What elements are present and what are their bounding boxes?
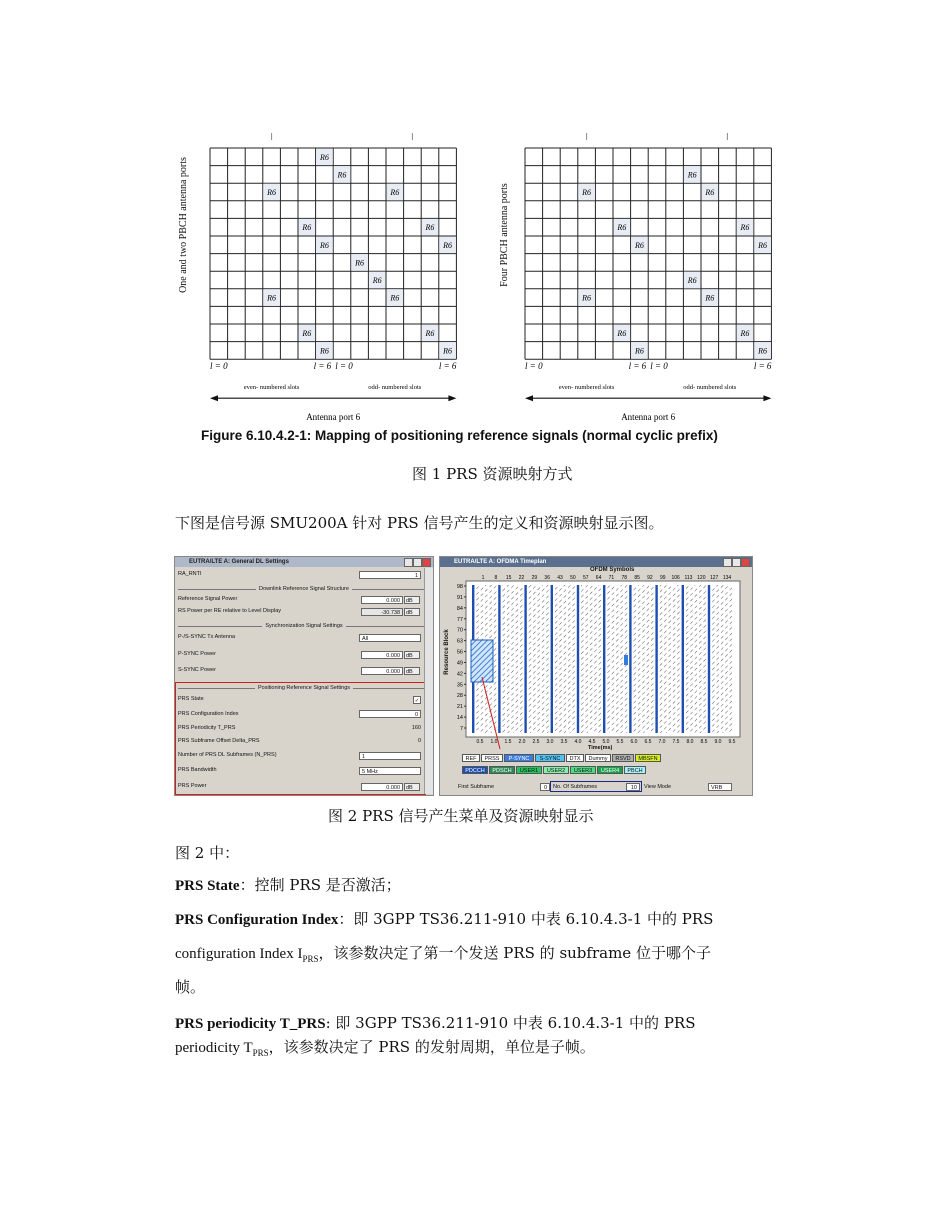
prs-power-label: PRS Power <box>178 783 207 789</box>
x-bottom-tick-label: 5.0 <box>602 739 610 745</box>
fig2-intro: 图 2 中： <box>175 844 240 862</box>
even-slots-label: even- numbered slots <box>558 384 615 392</box>
settings-window <box>174 556 434 796</box>
x-bottom-tick-label: 3.0 <box>546 739 554 745</box>
prs-config-paragraph-3: 帧。 <box>175 978 206 996</box>
x-top-tick-label: 50 <box>570 575 576 581</box>
legend-p-sync: P-SYNC <box>504 754 534 762</box>
symbol-column <box>673 585 675 733</box>
symbol-column <box>695 585 697 733</box>
symbol-column <box>699 585 701 733</box>
legend-pbch: PBCH <box>624 766 646 774</box>
x-top-tick-label: 29 <box>531 575 538 581</box>
settings-titlebar <box>175 557 433 567</box>
rs-power-value: -30.738 <box>361 608 403 616</box>
x-bottom-tick-label: 0.5 <box>476 739 484 745</box>
x-bottom-tick-label: 6.0 <box>630 739 638 745</box>
prs-offset-value: 0 <box>417 738 421 744</box>
re-label: R6 <box>267 188 277 197</box>
rs-power-unit[interactable]: dB <box>404 608 420 616</box>
prs-state-paragraph <box>175 874 401 897</box>
symbol-column <box>677 585 679 733</box>
y-tick-label: 21 <box>456 704 463 711</box>
symbol-column <box>638 585 640 733</box>
prs-config-paragraph-2 <box>175 942 711 970</box>
symbol-column <box>559 585 561 733</box>
timeplan-window <box>439 556 753 796</box>
l0-label: l = 0 <box>525 361 543 372</box>
x-top-tick-label: 36 <box>544 575 550 581</box>
re-label: R6 <box>582 188 592 197</box>
resource-block-title: Resource Block <box>444 629 450 675</box>
prs-offset-label: PRS Subframe Offset Delta_PRS <box>178 738 260 744</box>
symbol-column <box>730 585 732 733</box>
prs-config-desc1: ：即 3GPP TS36.211-910 中表 6.10.4.3-1 中的 PRS <box>338 910 714 928</box>
x-bottom-tick-label: 1.5 <box>504 739 512 745</box>
arrow-head <box>448 395 456 401</box>
x-bottom-tick-label: 2.0 <box>518 739 526 745</box>
re-label: R6 <box>372 276 382 285</box>
prs-num-select[interactable]: 1 <box>359 752 421 760</box>
prs-power-unit[interactable]: dB <box>404 783 420 791</box>
symbol-column <box>577 585 579 733</box>
symbol-column <box>564 585 566 733</box>
re-label: R6 <box>582 293 592 303</box>
view-mode-label: View Mode <box>644 784 672 790</box>
symbol-column <box>555 585 557 733</box>
x-top-tick-label: 85 <box>634 575 640 581</box>
re-label: R6 <box>687 170 697 180</box>
legend-user3: USER3 <box>570 766 596 774</box>
y-tick-label: 56 <box>456 649 463 656</box>
symbol-column <box>620 585 622 733</box>
prs-period-label: PRS Periodicity T_PRS <box>178 725 236 731</box>
y-tick-label: 70 <box>456 627 463 634</box>
symbol-column <box>708 585 710 733</box>
legend-pdsch: PDSCH <box>489 766 515 774</box>
maximize-button[interactable] <box>413 558 422 567</box>
left-grid <box>200 128 470 428</box>
prs-period-value: 160 <box>411 725 421 731</box>
l0-label: l = 0 <box>335 361 353 372</box>
close-button[interactable] <box>422 558 431 567</box>
psync-antenna-select[interactable]: All <box>359 634 421 642</box>
symbol-column <box>607 585 609 733</box>
re-label: R6 <box>443 346 453 356</box>
view-mode-select[interactable]: VRB <box>708 783 732 791</box>
re-label: R6 <box>390 293 400 303</box>
symbol-column <box>664 585 666 733</box>
symbol-column <box>551 585 553 733</box>
prs-config-label: PRS Configuration Index <box>178 711 239 717</box>
prs-power-input[interactable]: 0.000 <box>361 783 403 791</box>
ra-rnti-label: RA_RNTI <box>178 571 202 577</box>
x-top-tick-label: 64 <box>595 575 602 581</box>
y-tick-label: 98 <box>456 584 463 590</box>
re-label: R6 <box>705 188 715 197</box>
x-top-tick-label: 127 <box>709 575 719 581</box>
figure-1-caption-cn: 图 1 PRS 资源映射方式 <box>412 465 573 483</box>
antenna-port-label: Antenna port 6 <box>621 412 676 423</box>
section-sync: Synchronization Signal Settings <box>178 622 430 630</box>
figure-1-caption-en: Figure 6.10.4.2-1: Mapping of positioning reference signals (normal cyclic prefix) <box>201 428 718 443</box>
symbol-column <box>533 585 535 733</box>
x-top-tick-label: 8 <box>494 575 498 581</box>
symbol-column <box>498 585 500 733</box>
x-top-tick-label: 120 <box>697 575 706 581</box>
x-top-tick-label: 78 <box>621 575 628 581</box>
re-label: R6 <box>267 293 277 303</box>
first-subframe-label: First Subframe <box>458 784 495 790</box>
y-tick-label: 7 <box>459 726 463 732</box>
ssync-power-input[interactable]: 0.000 <box>361 667 403 675</box>
symbol-column <box>594 585 596 733</box>
arrow-head <box>525 395 533 401</box>
symbol-column <box>647 585 649 733</box>
timeplan-title: EUTRA/LTE A: OFDMA Timeplan <box>454 559 547 565</box>
ofdm-symbols-title: OFDM Symbols <box>590 567 635 573</box>
x-bottom-tick-label: 7.0 <box>658 739 666 745</box>
psync-power-label: P-SYNC Power <box>178 651 216 657</box>
legend-dtx: DTX <box>566 754 584 762</box>
x-bottom-tick-label: 8.0 <box>686 739 694 745</box>
symbol-column <box>603 585 605 733</box>
x-top-tick-label: 71 <box>608 575 615 581</box>
x-bottom-tick-label: 9.5 <box>728 739 736 745</box>
symbol-column <box>542 585 544 733</box>
symbol-column <box>507 585 509 733</box>
prs-config-sub: PRS <box>302 954 319 964</box>
l6-label: l = 6 <box>628 361 647 372</box>
re-label: R6 <box>425 223 435 233</box>
x-bottom-tick-label: 9.0 <box>714 739 722 745</box>
y-tick-label: 14 <box>456 715 463 722</box>
prs-period-desc3: ，该参数决定了 PRS 的发射周期，单位是子帧。 <box>268 1038 595 1056</box>
symbol-column <box>516 585 518 733</box>
y-tick-label: 28 <box>456 693 463 700</box>
re-label: R6 <box>617 223 627 233</box>
psync-power-input[interactable]: 0.000 <box>361 651 403 659</box>
re-label: R6 <box>319 152 329 162</box>
prs-state-desc: ：控制 PRS 是否激活； <box>239 876 401 894</box>
l0-label: l = 0 <box>210 361 228 372</box>
ssync-power-unit[interactable]: dB <box>404 667 420 675</box>
x-bottom-tick-label: 1.0 <box>490 739 498 745</box>
x-top-tick-label: 57 <box>582 575 589 581</box>
prs-state-label: PRS State <box>178 696 204 702</box>
symbol-column <box>511 585 513 733</box>
arrow-head <box>763 395 771 401</box>
re-label: R6 <box>758 240 768 250</box>
symbol-column <box>717 585 719 733</box>
re-label: R6 <box>687 276 697 285</box>
y-tick-label: 49 <box>456 660 463 667</box>
x-top-tick-label: 22 <box>518 575 525 581</box>
symbol-column <box>629 585 631 733</box>
symbol-column <box>520 585 522 733</box>
re-label: R6 <box>443 240 453 250</box>
num-subframes-label: No. Of Subframes <box>553 784 598 790</box>
symbol-column <box>634 585 636 733</box>
psync-antenna-label: P-/S-SYNC Tx Antenna <box>178 634 236 640</box>
symbol-column <box>572 585 574 733</box>
legend-prss: PRSS <box>481 754 503 762</box>
prs-bw-label: PRS Bandwidth <box>178 767 217 773</box>
x-bottom-tick-label: 4.0 <box>574 739 582 745</box>
odd-slots-label: odd- numbered slots <box>683 384 737 392</box>
minimize-button[interactable] <box>404 558 413 567</box>
symbol-column <box>586 585 588 733</box>
l6-label: l = 6 <box>313 361 332 372</box>
symbol-column <box>682 585 684 733</box>
prs-period-desc2: periodicity T <box>175 1040 253 1056</box>
first-subframe-input[interactable]: 0 <box>540 783 550 791</box>
x-bottom-tick-label: 6.5 <box>644 739 652 745</box>
x-bottom-tick-label: 3.5 <box>560 739 568 745</box>
symbol-column <box>669 585 671 733</box>
x-bottom-tick-label: 4.5 <box>588 739 596 745</box>
re-label: R6 <box>634 346 644 356</box>
re-label: R6 <box>302 223 312 233</box>
odd-slots-label: odd- numbered slots <box>368 384 422 392</box>
prs-region <box>471 640 493 682</box>
x-top-tick-label: 1 <box>481 575 485 581</box>
x-bottom-tick-label: 7.5 <box>672 739 680 745</box>
rs-power-label: RS Power per RE relative to Level Display <box>178 608 282 614</box>
symbol-column <box>703 585 705 733</box>
legend-ref: REF <box>462 754 480 762</box>
x-top-tick-label: 43 <box>557 575 563 581</box>
intro-text: 下图是信号源 SMU200A 针对 PRS 信号产生的定义和资源映射显示图。 <box>175 514 664 532</box>
legend-s-sync: S-SYNC <box>535 754 565 762</box>
re-label: R6 <box>355 258 365 268</box>
symbol-column <box>529 585 531 733</box>
symbol-column <box>581 585 583 733</box>
prs-state-checkbox[interactable]: ✓ <box>414 698 420 704</box>
symbol-column <box>599 585 601 733</box>
prs-config-paragraph-1 <box>175 908 713 931</box>
x-bottom-tick-label: 2.5 <box>532 739 540 745</box>
x-top-tick-label: 99 <box>660 575 666 581</box>
settings-scrollbar[interactable] <box>424 568 433 794</box>
settings-title: EUTRA/LTE A: General DL Settings <box>189 559 289 565</box>
prs-bw-select[interactable]: 5 MHz <box>359 767 421 775</box>
right-grid <box>515 128 785 428</box>
prs-num-label: Number of PRS DL Subframes (N_PRS) <box>178 752 277 758</box>
timeplan-plot <box>440 557 752 762</box>
re-label: R6 <box>740 223 750 233</box>
symbol-column <box>568 585 570 733</box>
symbol-column <box>546 585 548 733</box>
prs-period-term: PRS periodicity T_PRS <box>175 1016 326 1032</box>
y-tick-label: 63 <box>456 638 463 645</box>
prs-period-desc1: : 即 3GPP TS36.211-910 中表 6.10.4.3-1 中的 PRS <box>325 1014 696 1032</box>
y-tick-label: 91 <box>456 594 463 601</box>
x-top-tick-label: 92 <box>647 575 653 581</box>
prs-config-term: PRS Configuration Index <box>175 912 339 928</box>
legend-dummy: Dummy <box>585 754 611 762</box>
re-label: R6 <box>302 328 312 338</box>
ssync-power-label: S-SYNC Power <box>178 667 216 673</box>
symbol-column <box>725 585 727 733</box>
y-tick-label: 84 <box>456 605 463 612</box>
prs-config-desc2: configuration Index I <box>175 946 303 962</box>
prs-period-paragraph-1 <box>175 1012 695 1035</box>
y-tick-label: 42 <box>456 671 463 678</box>
ref-power-label: Reference Signal Power <box>178 596 238 602</box>
legend-user4: USER4 <box>597 766 623 774</box>
legend-user1: USER1 <box>516 766 542 774</box>
x-bottom-tick-label: 5.5 <box>616 739 624 745</box>
symbol-column <box>712 585 714 733</box>
ref-power-unit[interactable]: dB <box>404 596 420 604</box>
symbol-column <box>503 585 505 733</box>
left-y-label: One and two PBCH antenna ports <box>178 157 189 293</box>
re-label: R6 <box>740 328 750 338</box>
x-top-tick-label: 113 <box>684 575 693 581</box>
prs-state-term: PRS State <box>175 878 240 894</box>
sync-block <box>624 655 628 665</box>
symbol-column <box>651 585 653 733</box>
y-tick-label: 77 <box>456 616 463 623</box>
re-label: R6 <box>425 328 435 338</box>
ra-rnti-input[interactable]: 1 <box>359 571 421 579</box>
figure-2-caption: 图 2 PRS 信号产生菜单及资源映射显示 <box>328 807 594 825</box>
re-label: R6 <box>617 328 627 338</box>
section-prs: Positioning Reference Signal Settings <box>178 684 430 692</box>
symbol-column <box>538 585 540 733</box>
legend-rsvd: RSVD <box>612 754 634 762</box>
x-top-tick-label: 134 <box>722 575 732 581</box>
re-label: R6 <box>390 188 400 197</box>
prs-config-input[interactable]: 0 <box>359 710 421 718</box>
symbol-column <box>721 585 723 733</box>
re-label: R6 <box>319 240 329 250</box>
symbol-column <box>616 585 618 733</box>
prs-config-desc3: ，该参数决定了第一个发送 PRS 的 subframe 位于哪个子 <box>318 944 711 962</box>
symbol-column <box>686 585 688 733</box>
symbol-column <box>642 585 644 733</box>
x-top-tick-label: 15 <box>505 575 512 581</box>
l0-label: l = 0 <box>650 361 668 372</box>
prs-period-paragraph-2 <box>175 1036 595 1064</box>
arrow-head <box>210 395 218 401</box>
section-downlink: Downlink Reference Signal Structure <box>178 585 430 593</box>
legend-pdcch: PDCCH <box>462 766 488 774</box>
symbol-column <box>590 585 592 733</box>
re-label: R6 <box>337 170 347 180</box>
even-slots-label: even- numbered slots <box>243 384 300 392</box>
symbol-column <box>690 585 692 733</box>
y-tick-label: 35 <box>456 682 463 689</box>
symbol-column <box>612 585 614 733</box>
ref-power-input[interactable]: 0.000 <box>361 596 403 604</box>
time-ms-title: Time(ms) <box>588 745 613 751</box>
l6-label: l = 6 <box>438 361 457 372</box>
prs-period-sub: PRS <box>252 1048 269 1058</box>
re-label: R6 <box>705 293 715 303</box>
x-bottom-tick-label: 8.5 <box>700 739 708 745</box>
psync-power-unit[interactable]: dB <box>404 651 420 659</box>
symbol-column <box>660 585 662 733</box>
re-label: R6 <box>758 346 768 356</box>
re-label: R6 <box>319 346 329 356</box>
num-subframes-input[interactable]: 10 <box>626 783 640 791</box>
re-label: R6 <box>634 240 644 250</box>
l6-label: l = 6 <box>753 361 772 372</box>
symbol-column <box>524 585 526 733</box>
x-top-tick-label: 106 <box>671 575 680 581</box>
symbol-column <box>655 585 657 733</box>
legend-user2: USER2 <box>543 766 569 774</box>
symbol-column <box>494 585 496 733</box>
antenna-port-label: Antenna port 6 <box>306 412 361 423</box>
right-y-label: Four PBCH antenna ports <box>499 183 510 287</box>
legend-mbsfn: MBSFN <box>635 754 661 762</box>
